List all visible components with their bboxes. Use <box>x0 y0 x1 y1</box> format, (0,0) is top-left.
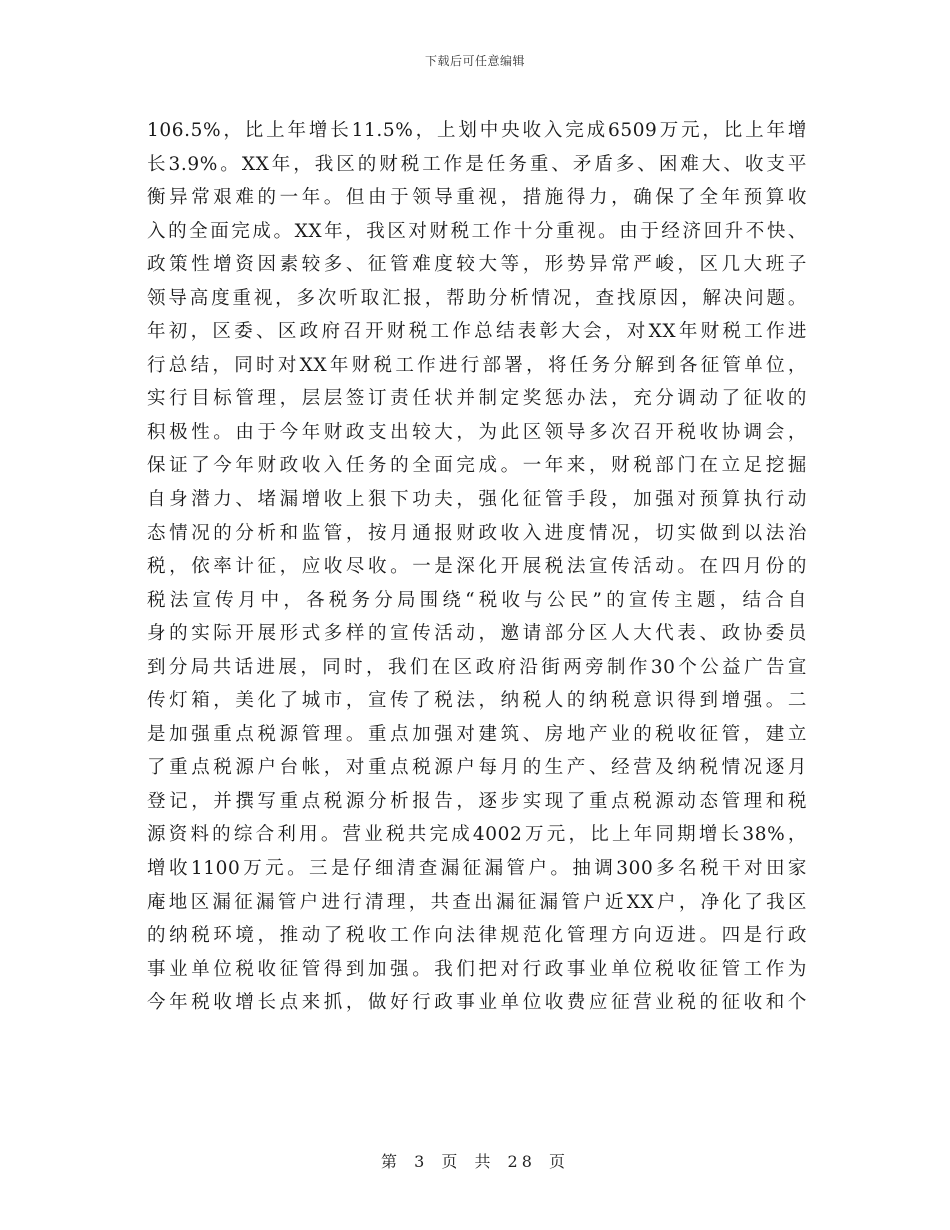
text-line: 行总结，同时对XX年财税工作进行部署，将任务分解到各征管单位， <box>147 354 807 376</box>
text-line: 的纳税环境，推动了税收工作向法律规范化管理方向迈进。四是行政 <box>147 925 807 947</box>
text-line: 态情况的分析和监管，按月通报财政收入进度情况，切实做到以法治 <box>147 522 807 544</box>
text-line: 增收1100万元。三是仔细清查漏征漏管户。抽调300多名税干对田家 <box>147 858 807 880</box>
text-line: 税，依率计征，应收尽收。一是深化开展税法宣传活动。在四月份的 <box>147 556 807 578</box>
text-line: 是加强重点税源管理。重点加强对建筑、房地产业的税收征管，建立 <box>147 723 807 745</box>
text-line: 实行目标管理，层层签订责任状并制定奖惩办法，充分调动了征收的 <box>147 388 807 410</box>
text-line: 庵地区漏征漏管户进行清理，共查出漏征漏管户近XX户，净化了我区 <box>147 891 807 913</box>
page-number: 第 3 页 共 28 页 <box>381 1152 569 1171</box>
text-line: 年初，区委、区政府召开财税工作总结表彰大会，对XX年财税工作进 <box>147 321 807 343</box>
text-line: 领导高度重视，多次听取汇报，帮助分析情况，查找原因，解决问题。 <box>147 287 807 309</box>
document-body <box>147 114 807 1020</box>
text-line: 税法宣传月中，各税务分局围绕“税收与公民”的宣传主题，结合自 <box>147 589 807 611</box>
text-line: 传灯箱，美化了城市，宣传了税法，纳税人的纳税意识得到增强。二 <box>147 690 807 712</box>
text-line: 了重点税源户台帐，对重点税源户每月的生产、经营及纳税情况逐月 <box>147 757 807 779</box>
page-header: 下载后可任意编辑 <box>424 54 525 68</box>
text-line: 自身潜力、堵漏增收上狠下功夫，强化征管手段，加强对预算执行动 <box>147 489 807 511</box>
text-line: 源资料的综合利用。营业税共完成4002万元，比上年同期增长38%， <box>147 824 807 846</box>
text-line: 今年税收增长点来抓，做好行政事业单位收费应征营业税的征收和个 <box>147 992 807 1014</box>
text-line: 身的实际开展形式多样的宣传活动，邀请部分区人大代表、政协委员 <box>147 623 807 645</box>
text-line: 106.5%，比上年增长11.5%，上划中央收入完成6509万元，比上年增 <box>147 120 807 141</box>
text-line: 衡异常艰难的一年。但由于领导重视，措施得力，确保了全年预算收 <box>147 187 807 209</box>
text-line: 入的全面完成。XX年，我区对财税工作十分重视。由于经济回升不快、 <box>147 220 807 242</box>
text-line: 登记，并撰写重点税源分析报告，逐步实现了重点税源动态管理和税 <box>147 790 807 812</box>
text-line: 事业单位税收征管得到加强。我们把对行政事业单位税收征管工作为 <box>147 958 807 980</box>
text-line: 到分局共话进展，同时，我们在区政府沿街两旁制作30个公益广告宣 <box>147 656 807 678</box>
text-line: 保证了今年财政收入任务的全面完成。一年来，财税部门在立足挖掘 <box>147 455 807 477</box>
text-line: 积极性。由于今年财政支出较大，为此区领导多次召开税收协调会， <box>147 421 807 443</box>
text-line: 政策性增资因素较多、征管难度较大等，形势异常严峻，区几大班子 <box>147 254 807 276</box>
text-line: 长3.9%。XX年，我区的财税工作是任务重、矛盾多、困难大、收支平 <box>147 153 807 175</box>
